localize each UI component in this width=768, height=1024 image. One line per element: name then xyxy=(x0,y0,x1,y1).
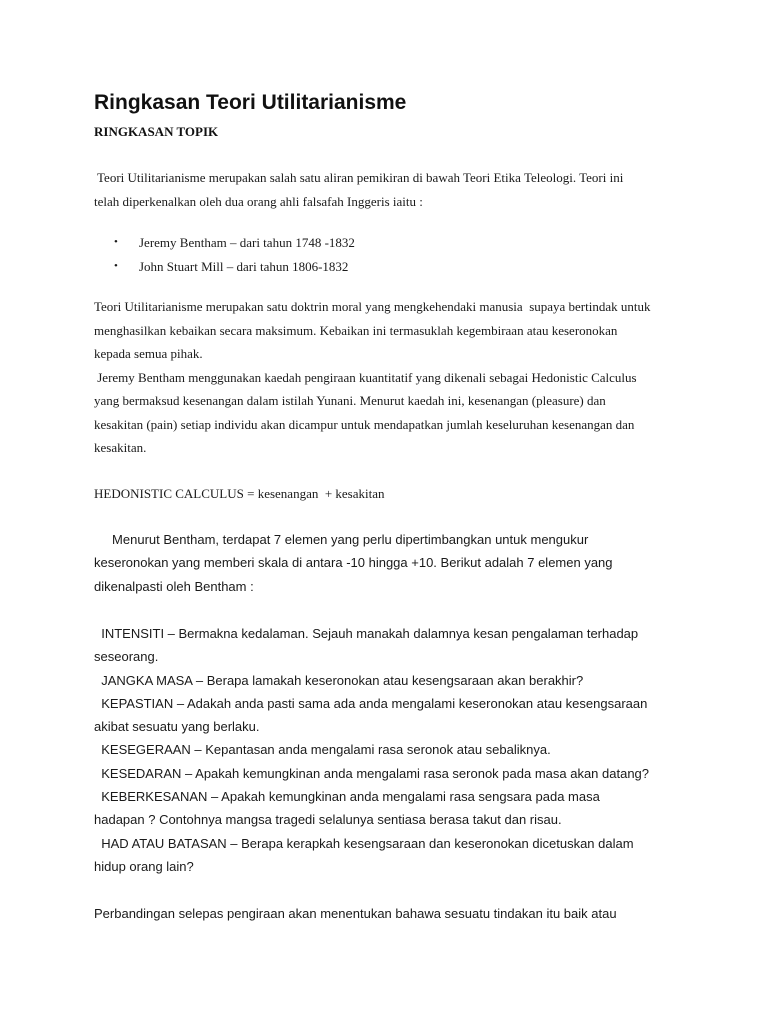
bentham-paragraph xyxy=(94,528,694,598)
list-item xyxy=(114,255,355,279)
text-line: Menurut Bentham, terdapat 7 elemen yang perlu dipertimbangkan untuk mengukur xyxy=(94,532,589,547)
doctrine-paragraph xyxy=(94,295,694,460)
text-line: keseronokan yang memberi skala di antara -10 hingga +10. Berikut adalah 7 elemen yang xyxy=(94,555,613,571)
text-line: kepada semua pihak. xyxy=(94,346,203,361)
document-title: Ringkasan Teori Utilitarianisme xyxy=(94,91,407,114)
elements-list xyxy=(94,622,694,878)
text-line: HAD ATAU BATASAN – Berapa kerapkah kesengsaraan dan keseronokan dicetuskan dalam xyxy=(94,835,634,851)
text-line: menghasilkan kebaikan secara maksimum. Kebaikan ini termasuklah kegembiraan atau keseronokan xyxy=(94,322,618,338)
bullet-icon: • xyxy=(114,236,118,248)
philosopher-list xyxy=(114,231,355,278)
formula-line xyxy=(94,482,694,506)
text-line: akibat sesuatu yang berlaku. xyxy=(94,719,260,735)
topic-heading: RINGKASAN TOPIK xyxy=(94,124,219,139)
text-line: Perbandingan selepas pengiraan akan menentukan bahawa sesuatu tindakan itu baik atau xyxy=(94,906,617,921)
hedonistic-formula: HEDONISTIC CALCULUS = kesenangan + kesakitan xyxy=(94,486,385,501)
text-line: kesakitan. xyxy=(94,440,147,455)
text-line: Teori Utilitarianisme merupakan salah satu aliran pemikiran di bawah Teori Etika Teleologi. Teori ini xyxy=(94,170,624,185)
text-line: KESEDARAN – Apakah kemungkinan anda mengalami rasa seronok pada masa akan datang? xyxy=(94,765,650,781)
text-line: seseorang. xyxy=(94,649,159,665)
text-line: Jeremy Bentham menggunakan kaedah pengiraan kuantitatif yang dikenali sebagai Hedonistic Calculus xyxy=(94,369,637,385)
list-item xyxy=(114,231,355,255)
text-line: dikenalpasti oleh Bentham : xyxy=(94,578,254,594)
text-line: INTENSITI – Bermakna kedalaman. Sejauh manakah dalamnya kesan pengalaman terhadap xyxy=(94,626,639,641)
closing-paragraph xyxy=(94,902,694,925)
intro-paragraph xyxy=(94,166,694,213)
bullet-icon: • xyxy=(114,259,118,272)
text-line: telah diperkenalkan oleh dua orang ahli falsafah Inggeris iaitu : xyxy=(94,193,423,209)
text-line: KEBERKESANAN – Apakah kemungkinan anda mengalami rasa sengsara pada masa xyxy=(94,789,600,805)
text-line: kesakitan (pain) setiap individu akan dicampur untuk mendapatkan jumlah keseluruhan kesenangan dan xyxy=(94,416,635,432)
text-line: JANGKA MASA – Berapa lamakah keseronokan atau kesengsaraan akan berakhir? xyxy=(94,672,584,688)
text-line: hadapan ? Contohnya mangsa tragedi selalunya sentiasa berasa takut dan risau. xyxy=(94,812,562,828)
text-line: KEPASTIAN – Adakah anda pasti sama ada anda mengalami keseronokan atau kesengsaraan xyxy=(94,695,648,711)
text-line: KESEGERAAN – Kepantasan anda mengalami rasa seronok atau sebaliknya. xyxy=(94,742,551,758)
text-line: hidup orang lain? xyxy=(94,858,194,874)
text-line: yang bermaksud kesenangan dalam istilah Yunani. Menurut kaedah ini, kesenangan (pleasure) dan xyxy=(94,393,606,408)
list-item-text: John Stuart Mill – dari tahun 1806-1832 xyxy=(139,258,349,274)
text-line: Teori Utilitarianisme merupakan satu doktrin moral yang mengkehendaki manusia supaya bertindak untuk xyxy=(94,299,651,314)
list-item-text: Jeremy Bentham – dari tahun 1748 -1832 xyxy=(139,235,355,250)
